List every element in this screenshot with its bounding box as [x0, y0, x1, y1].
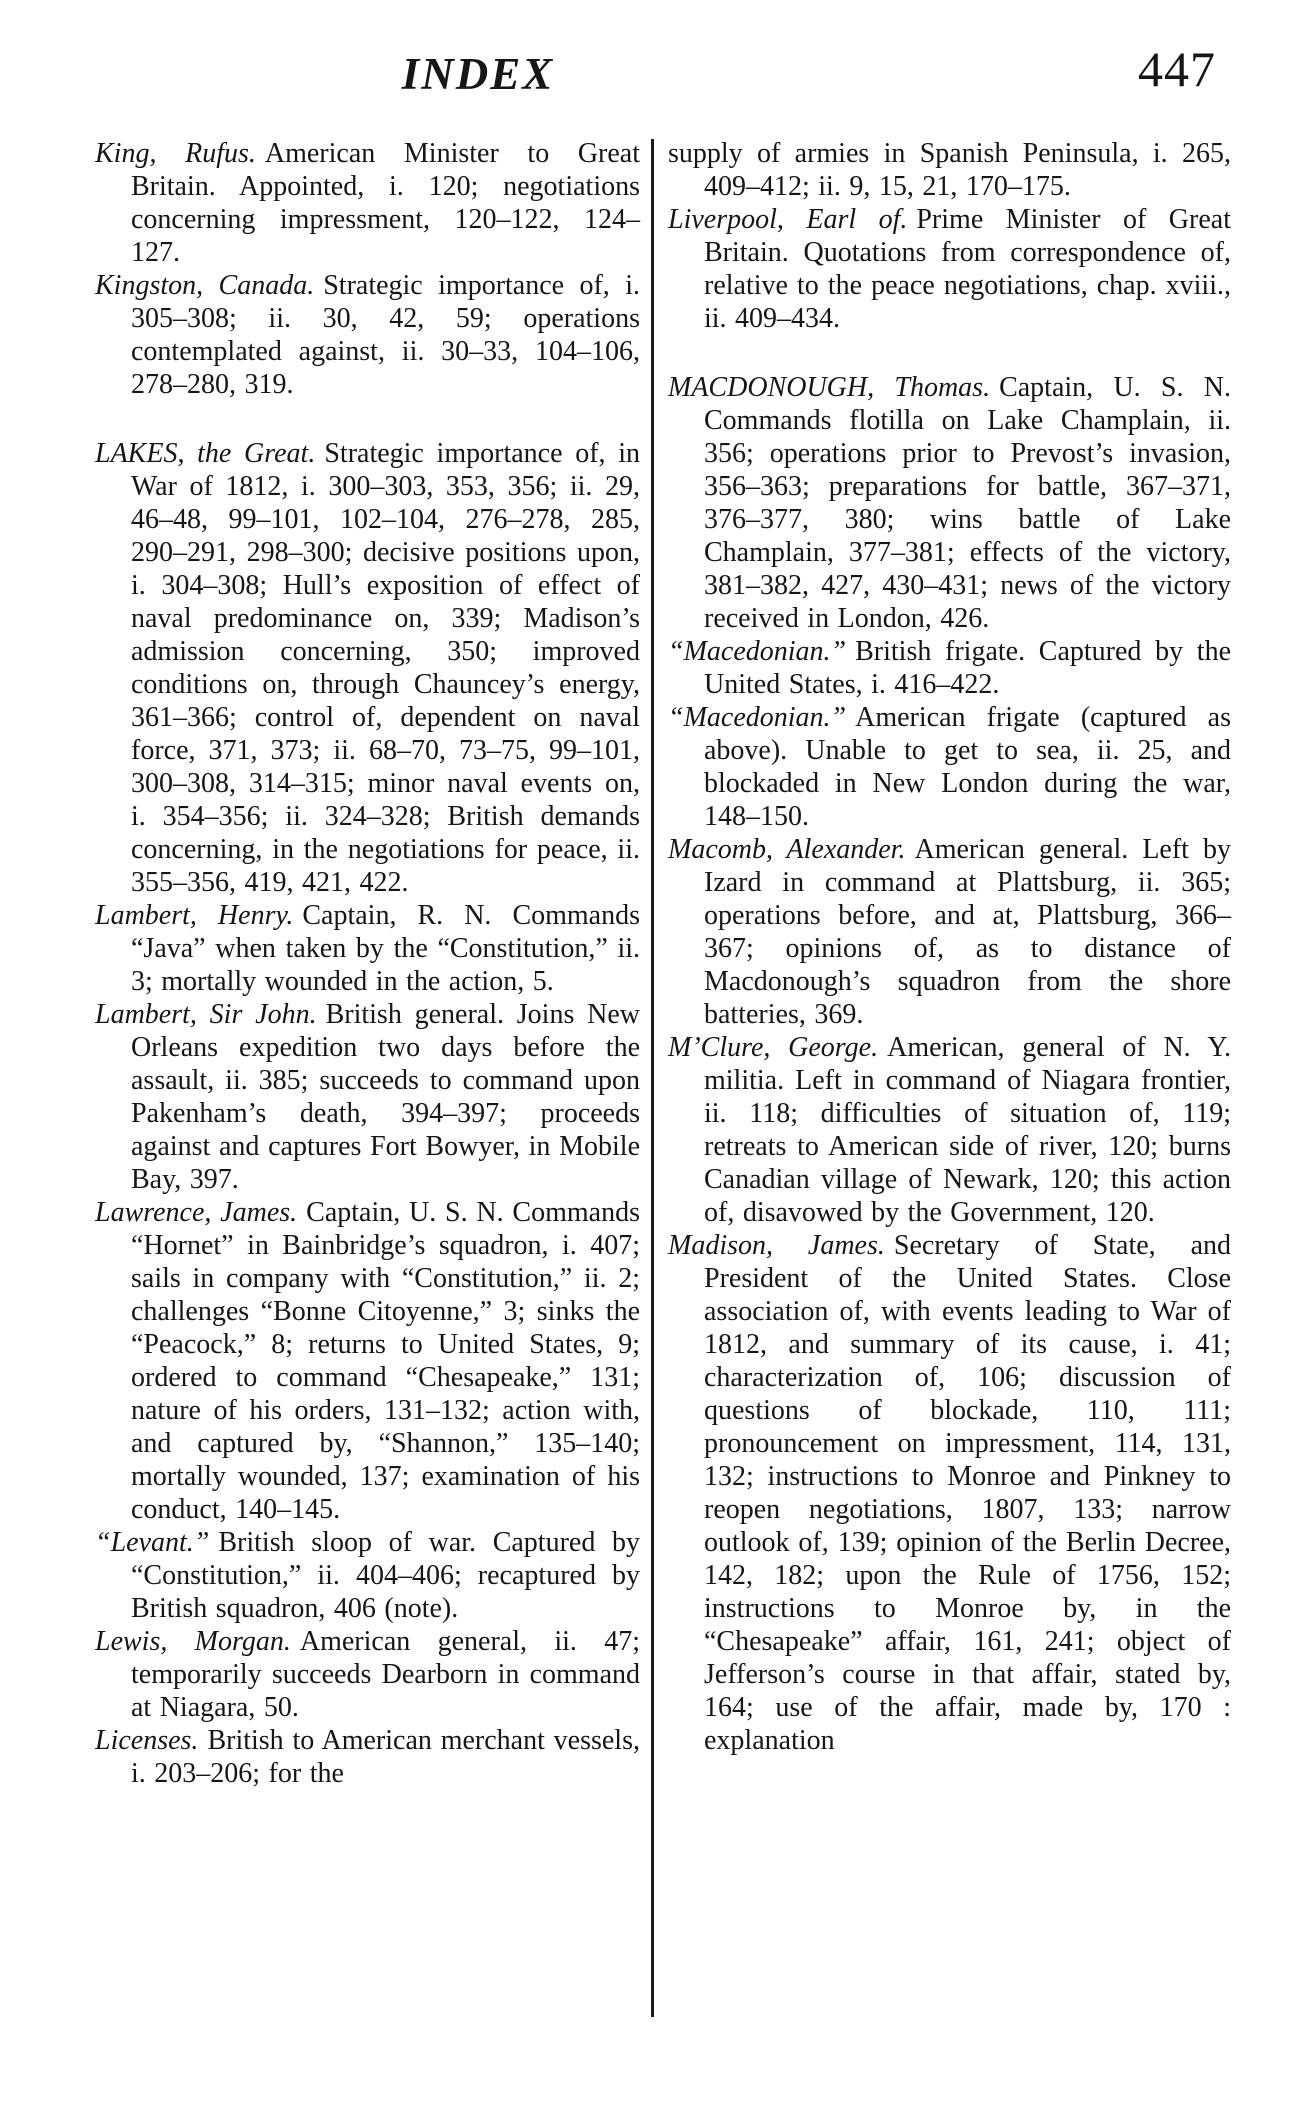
- entry-headword: M’Clure, George.: [668, 1032, 879, 1063]
- index-section: [668, 371, 1231, 1757]
- index-column-right: [668, 137, 1231, 1757]
- index-entry: [95, 269, 640, 401]
- page-number: 447: [1138, 41, 1216, 97]
- entry-headword: Liverpool, Earl of.: [668, 204, 908, 235]
- entry-headword: Macomb, Alexander.: [668, 834, 906, 865]
- entry-body: American Minister to Great Britain. Appointed, i. 120; negotiations concerning impressment, 120–122, 124–127.: [131, 138, 641, 268]
- index-entry: [668, 833, 1231, 1031]
- entry-headword: Lewis, Morgan.: [95, 1626, 291, 1657]
- entry-body: American frigate (captured as above). Unable to get to sea, ii. 25, and blockaded in New London during the war, 148–150.: [704, 702, 1231, 832]
- entry-headword: Lambert, Sir John.: [95, 999, 317, 1030]
- index-entry: [668, 137, 1231, 203]
- index-entry: [668, 1229, 1231, 1757]
- index-section: [95, 137, 640, 401]
- entry-body: British sloop of war. Captured by “Constitution,” ii. 404–406; recaptured by British squadron, 406 (note).: [131, 1527, 640, 1624]
- entry-headword: “Macedonian.”: [668, 702, 847, 733]
- index-entry: [95, 437, 640, 899]
- index-entry: [95, 899, 640, 998]
- index-entry: [668, 1031, 1231, 1229]
- index-entry: [95, 137, 640, 269]
- index-entry: [95, 1526, 640, 1625]
- entry-body: Captain, R. N. Commands “Java” when taken by the “Constitution,” ii. 3; mortally wounded in the action, 5.: [131, 900, 640, 997]
- entry-body: Secretary of State, and President of the United States. Close association of, with events leading to War of 1812, and summary of its cause, i. 41; characterization of, 106; discussion of questions of blockade, 110, 111; pronouncement on impressment, 114, 131, 132; instructions to Monroe and Pinkney to reopen negotiations, 1807, 133; narrow outlook of, 139; opinion of the Berlin Decree, 142, 182; upon the Rule of 1756, 152; instructions to Monroe by, in the “Chesapeake” affair, 161, 241; object of Jefferson’s course in that affair, stated by, 164; use of the affair, made by, 170 : explanation: [704, 1230, 1231, 1756]
- entry-headword: LAKES, the Great.: [95, 438, 316, 469]
- index-entry: [668, 701, 1231, 833]
- entry-body: American general, ii. 47; temporarily succeeds Dearborn in command at Niagara, 50.: [131, 1626, 640, 1723]
- entry-body: Captain, U. S. N. Commands flotilla on Lake Champlain, ii. 356; operations prior to Prevost’s invasion, 356–363; preparations for battle, 367–371, 376–377, 380; wins battle of Lake Champlain, 377–381; effects of the victory, 381–382, 427, 430–431; news of the victory received in London, 426.: [704, 372, 1232, 634]
- entry-body: Captain, U. S. N. Commands “Hornet” in Bainbridge’s squadron, i. 407; sails in company with “Constitution,” ii. 2; challenges “Bonne Citoyenne,” 3; sinks the “Peacock,” 8; returns to United States, 9; ordered to command “Chesapeake,” 131; nature of his orders, 131–132; action with, and captured by, “Shannon,” 135–140; mortally wounded, 137; examination of his conduct, 140–145.: [131, 1197, 640, 1525]
- entry-body: British to American merchant vessels, i. 203–206; for the: [131, 1725, 640, 1789]
- entry-body: British frigate. Captured by the United States, i. 416–422.: [704, 636, 1231, 700]
- entry-headword: Licenses.: [95, 1725, 199, 1756]
- entry-body: British general. Joins New Orleans expedition two days before the assault, ii. 385; succeeds to command upon Pakenham’s death, 394–397; proceeds against and captures Fort Bowyer, in Mobile Bay, 397.: [131, 999, 641, 1195]
- entry-body: Prime Minister of Great Britain. Quotations from correspondence of, relative to the peace negotiations, chap. xviii., ii. 409–434.: [704, 204, 1231, 334]
- index-entry: [95, 1196, 640, 1526]
- entry-headword: MACDONOUGH, Thomas.: [668, 372, 991, 403]
- entry-headword: Madison, James.: [668, 1230, 885, 1261]
- entry-headword: “Levant.”: [95, 1527, 210, 1558]
- index-section: [668, 137, 1231, 335]
- index-section: [95, 437, 640, 1790]
- entry-body: American general. Left by Izard in command at Plattsburg, ii. 365; operations before, and at, Plattsburg, 366–367; opinions of, as to distance of Macdonough’s squadron from the shore batteries, 369.: [704, 834, 1231, 1030]
- column-divider-rule: [651, 139, 654, 2017]
- index-entry: [668, 203, 1231, 335]
- index-entry: [95, 998, 640, 1196]
- index-entry: [95, 1625, 640, 1724]
- index-entry: [668, 371, 1231, 635]
- index-entry: [95, 1724, 640, 1790]
- index-column-left: [95, 137, 640, 1790]
- page-title: INDEX: [401, 49, 555, 99]
- entry-headword: Lambert, Henry.: [95, 900, 294, 931]
- entry-headword: “Macedonian.”: [668, 636, 847, 667]
- entry-headword: Kingston, Canada.: [95, 270, 315, 301]
- entry-body: supply of armies in Spanish Peninsula, i. 265, 409–412; ii. 9, 15, 21, 170–175.: [668, 138, 1231, 202]
- entry-headword: King, Rufus.: [95, 138, 256, 169]
- entry-headword: Lawrence, James.: [95, 1197, 298, 1228]
- entry-body: Strategic importance of, i. 305–308; ii. 30, 42, 59; operations contemplated against, ii. 30–33, 104–106, 278–280, 319.: [131, 270, 640, 400]
- entry-body: Strategic importance of, in War of 1812, i. 300–303, 353, 356; ii. 29, 46–48, 99–101, 102–104, 276–278, 285, 290–291, 298–300; decisive positions upon, i. 304–308; Hull’s exposition of effect of naval predominance on, 339; Madison’s admission concerning, 350; improved conditions on, through Chauncey’s energy, 361–366; control of, dependent on naval force, 371, 373; ii. 68–70, 73–75, 99–101, 300–308, 314–315; minor naval events on, i. 354–356; ii. 324–328; British demands concerning, in the negotiations for peace, ii. 355–356, 419, 421, 422.: [131, 438, 640, 898]
- index-entry: [668, 635, 1231, 701]
- entry-body: American, general of N. Y. militia. Left in command of Niagara frontier, ii. 118; difficulties of situation of, 119; retreats to American side of river, 120; burns Canadian village of Newark, 120; this action of, disavowed by the Government, 120.: [704, 1032, 1232, 1228]
